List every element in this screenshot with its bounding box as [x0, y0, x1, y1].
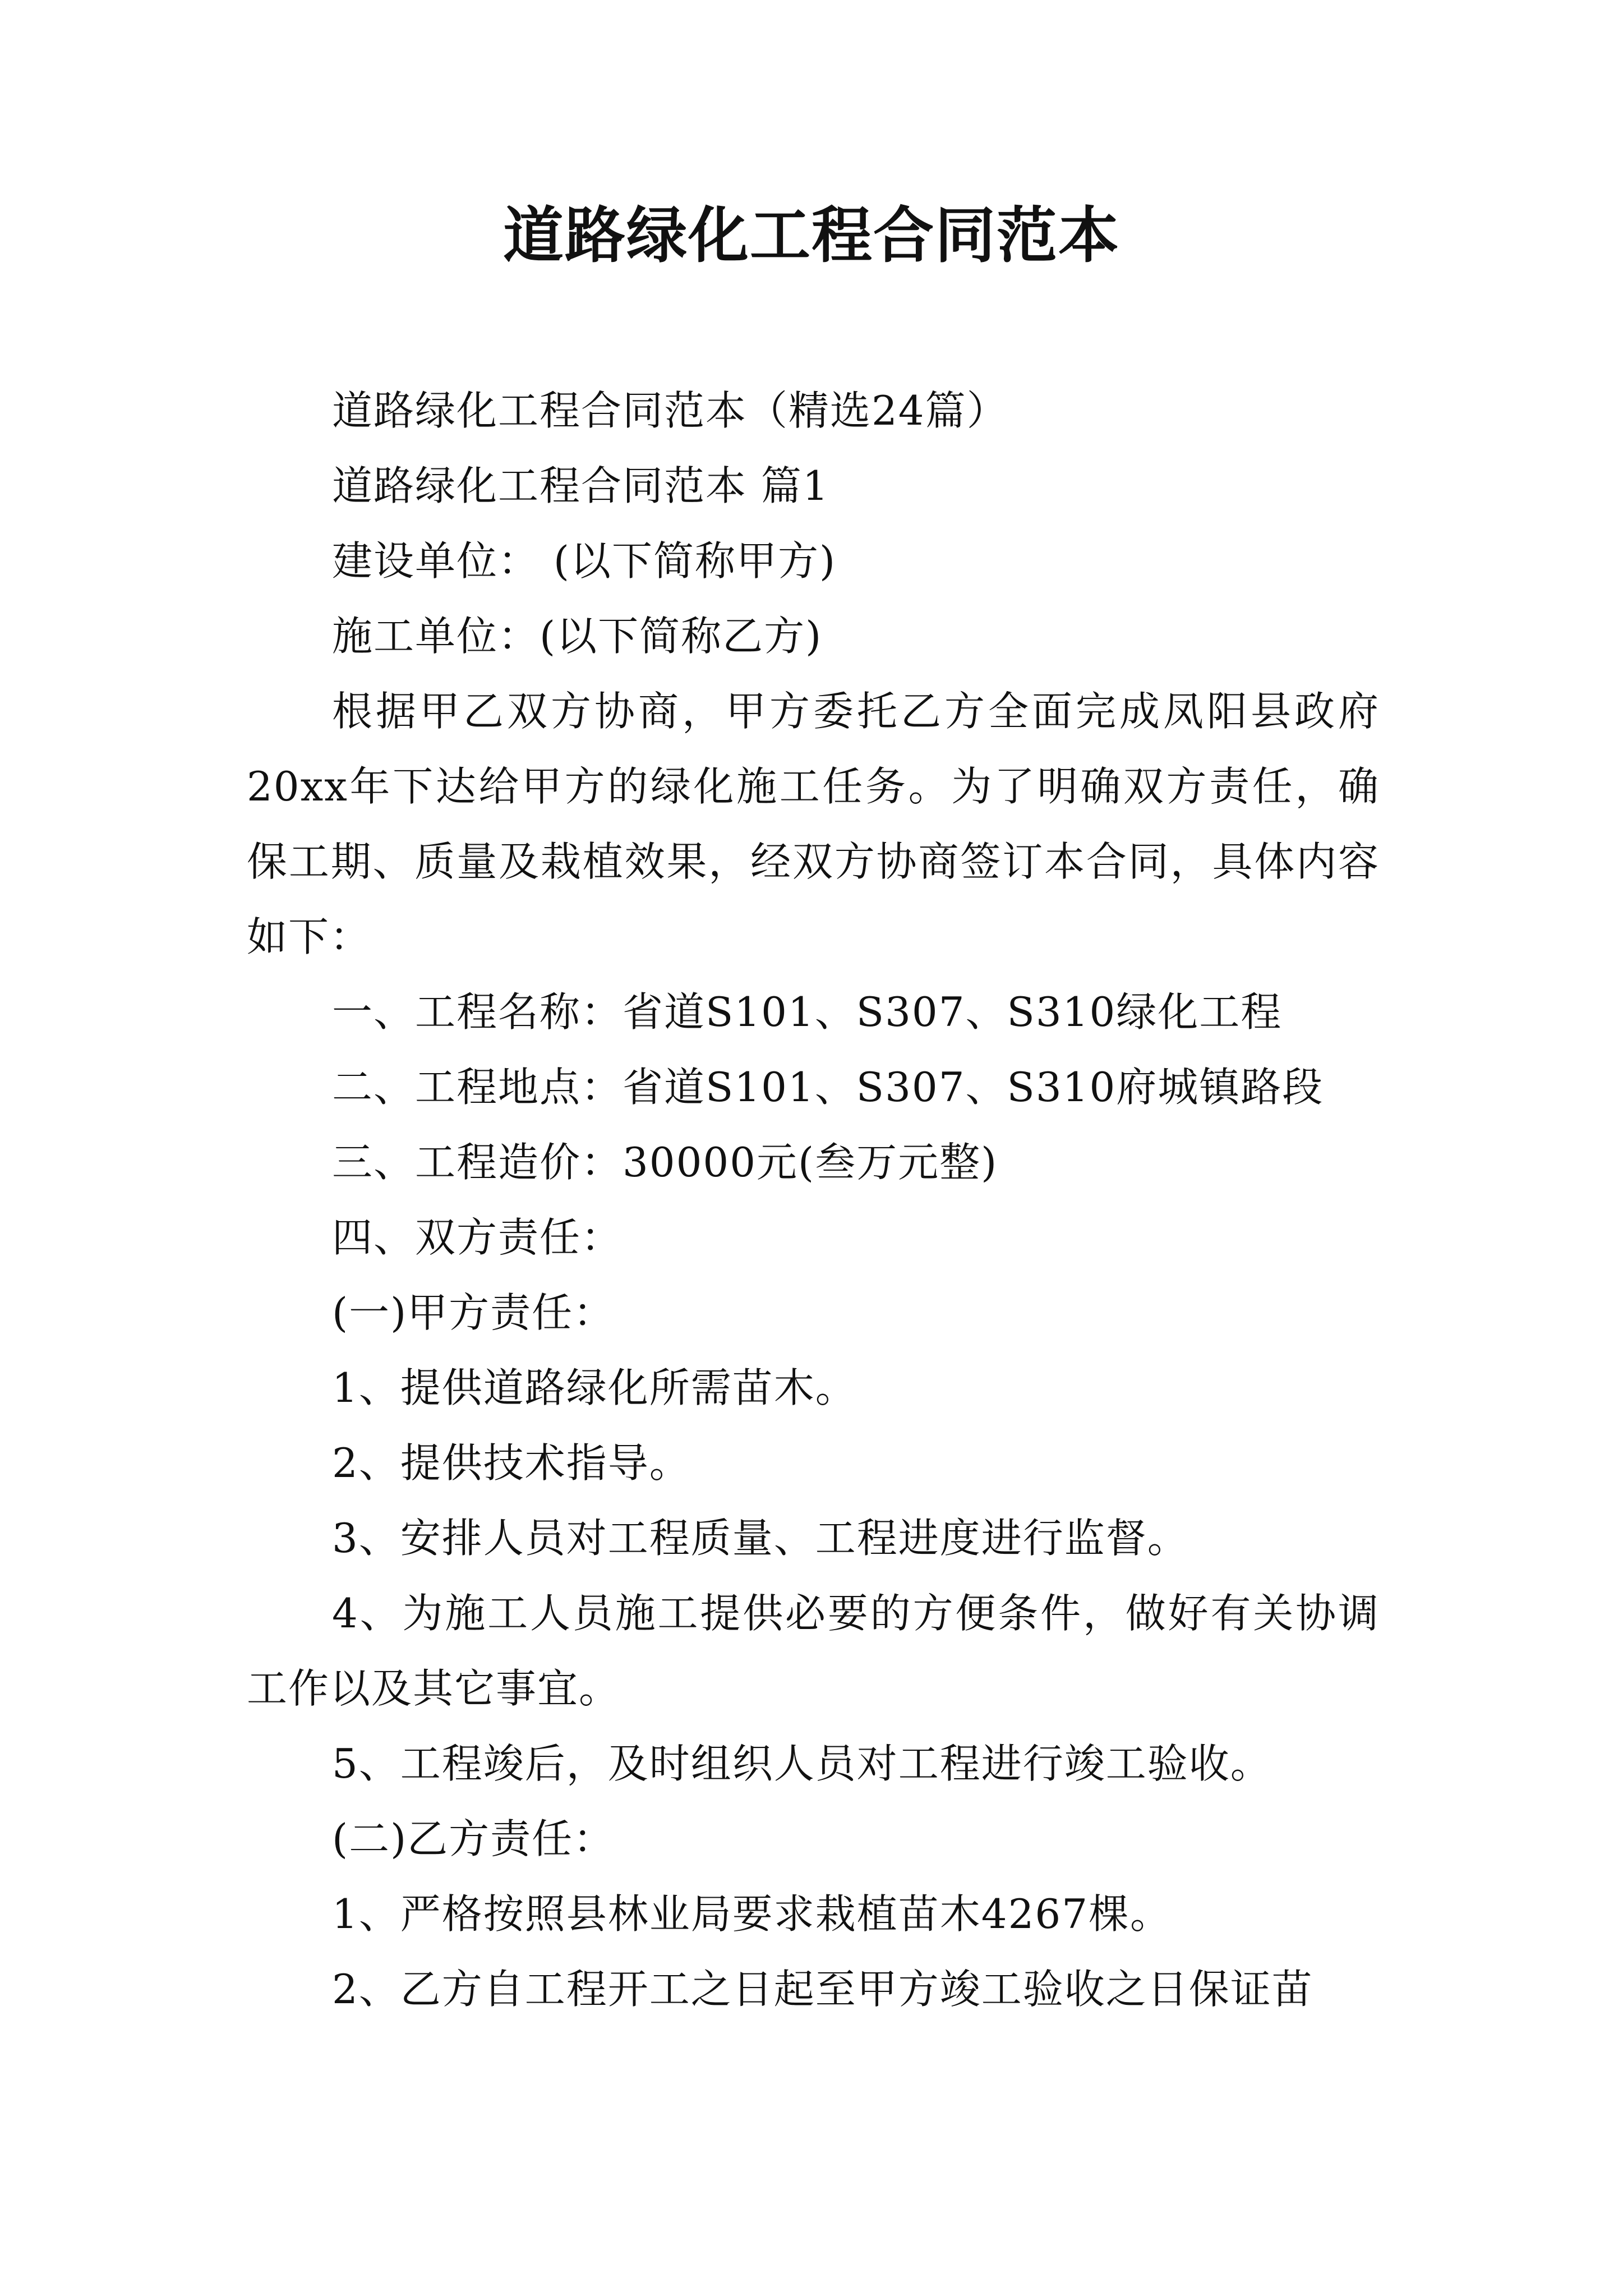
paragraph-contractor: 施工单位：(以下简称乙方): [332, 613, 823, 660]
paragraph-b-item-2: 2、乙方自工程开工之日起至甲方竣工验收之日保证苗: [332, 1966, 1313, 2013]
paragraph-a-item-2: 2、提供技术指导。: [332, 1439, 691, 1487]
paragraph-project-cost: 三、工程造价：30000元(叁万元整): [332, 1139, 998, 1186]
paragraph-intro: 根据甲乙双方协商，甲方委托乙方全面完成凤阳县政府20xx年下达给甲方的绿化施工任务。为了明确双方责任，确保工期、质量及栽植效果，经双方协商签订本合同，具体内容如下：: [247, 688, 1380, 960]
paragraph-a-item-1: 1、提供道路绿化所需苗木。: [332, 1364, 857, 1411]
paragraph-responsibilities: 四、双方责任：: [332, 1214, 623, 1261]
paragraph-heading: 道路绿化工程合同范本（精选24篇）: [332, 387, 1008, 434]
paragraph-b-item-1: 1、严格按照县林业局要求栽植苗木4267棵。: [332, 1890, 1172, 1938]
paragraph-builder: 建设单位： (以下简称甲方): [332, 537, 837, 585]
paragraph-party-a: (一)甲方责任：: [332, 1289, 615, 1336]
document-title: 道路绿化工程合同范本: [502, 200, 1120, 271]
paragraph-a-item-3: 3、安排人员对工程质量、工程进度进行监督。: [332, 1515, 1189, 1562]
paragraph-a-item-4: 4、为施工人员施工提供必要的方便条件，做好有关协调工作以及其它事宜。: [247, 1590, 1380, 1712]
paragraph-project-name: 一、工程名称：省道S101、S307、S310绿化工程: [332, 988, 1283, 1036]
paragraph-party-b: (二)乙方责任：: [332, 1815, 615, 1862]
paragraph-section-title: 道路绿化工程合同范本 篇1: [332, 462, 829, 509]
paragraph-a-item-5: 5、工程竣后，及时组织人员对工程进行竣工验收。: [332, 1740, 1272, 1787]
paragraph-project-location: 二、工程地点：省道S101、S307、S310府城镇路段: [332, 1064, 1324, 1111]
document-body: [247, 373, 1380, 2027]
